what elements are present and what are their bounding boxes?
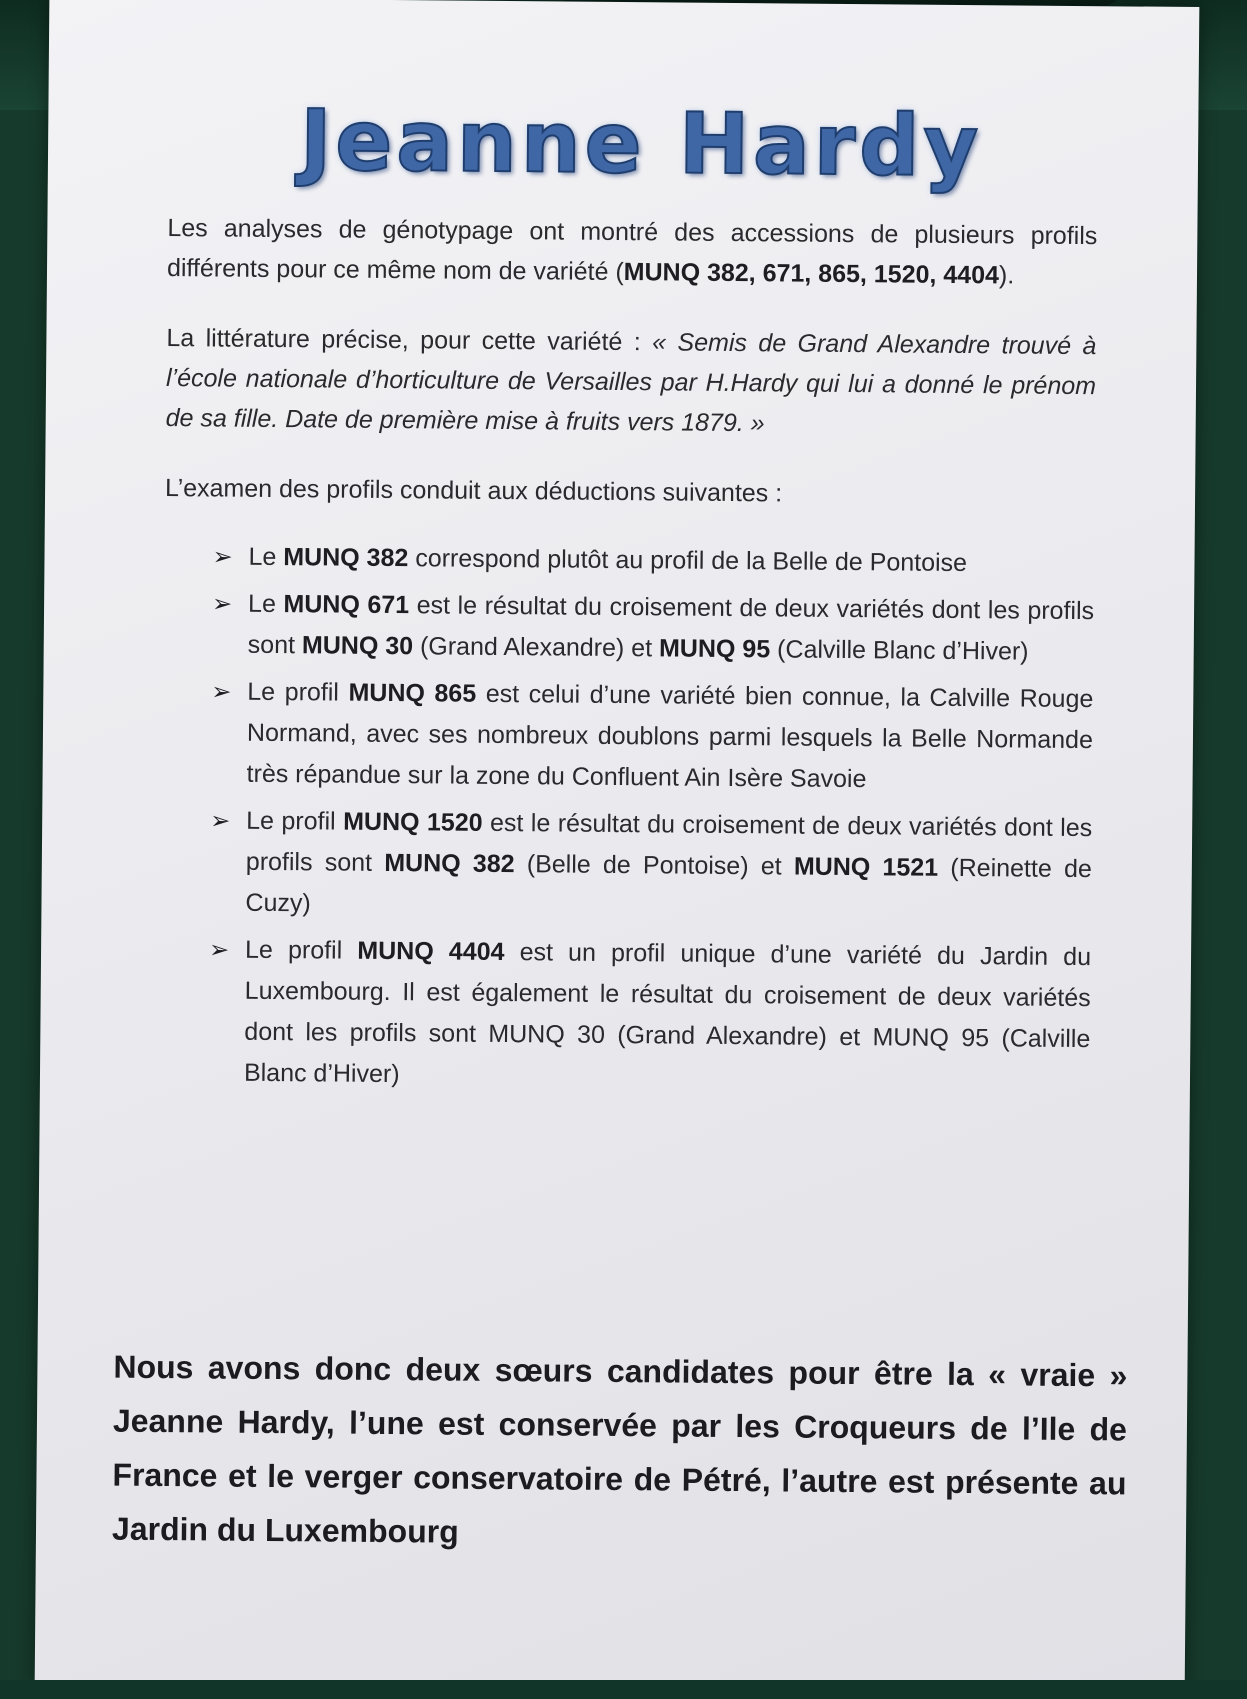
bullet-prefix: Le profil: [244, 935, 358, 965]
bullet-text: (Calville Blanc d’Hiver): [770, 635, 1029, 666]
bullet-prefix: Le: [248, 542, 284, 572]
list-item: [212, 583, 1095, 673]
backdrop-bottom: [0, 1680, 1247, 1699]
bullet-text: (Grand Alexandre) et: [412, 632, 660, 663]
arrow-bullet-icon: ➢: [210, 807, 231, 835]
deductions-list: [208, 536, 1095, 1101]
arrow-bullet-icon: ➢: [211, 678, 232, 706]
paragraph-deductions-intro: L’examen des profils conduit aux déductions suivantes :: [164, 474, 783, 508]
munq-code: MUNQ 30: [301, 631, 414, 661]
conclusion-paragraph: Nous avons donc deux sœurs candidates pour être la « vraie » Jeanne Hardy, l’une est conservée par les Croqueurs de l’Ile de France et le verger conservatoire de Pétré, l’autre est présente au Jardin du Luxembourg: [111, 1348, 1128, 1550]
document-body: [160, 208, 1098, 1107]
bullet-text: (Belle de Pontoise) et: [514, 850, 795, 881]
munq-code: MUNQ 1520: [343, 807, 483, 837]
munq-code: MUNQ 865: [348, 678, 477, 708]
bullet-text: est celui d’une variété bien connue, la Calville Rouge Normand, avec ses nombreux doublons parmi lesquels la Belle Normande très répandue sur la zone du Confluent Ain Isère Savoie: [246, 679, 1094, 794]
paragraph-genotyping: [167, 208, 1098, 296]
paragraph-genotyping-end: ).: [998, 261, 1015, 290]
munq-code: MUNQ 382: [384, 848, 515, 879]
list-item: [209, 800, 1092, 931]
literature-quote: « Semis de Grand Alexandre trouvé à l’école nationale d’horticulture de Versailles par H.Hardy qui lui a donné le prénom de sa fille. Date de première mise à fruits vers 1879. »: [165, 328, 1097, 438]
munq-code: MUNQ 95: [658, 634, 771, 664]
munq-code: MUNQ 382: [283, 543, 409, 573]
list-item: [208, 929, 1091, 1101]
arrow-bullet-icon: ➢: [211, 590, 233, 618]
bullet-prefix: Le: [247, 589, 284, 619]
literature-intro: La littérature précise, pour cette variété :: [166, 324, 653, 357]
munq-code: MUNQ 671: [283, 590, 410, 620]
document-sheet: [35, 0, 1200, 1697]
bullet-prefix: Le profil: [247, 677, 349, 707]
bullet-prefix: Le profil: [246, 806, 344, 836]
arrow-bullet-icon: ➢: [212, 543, 233, 571]
paragraph-literature: [166, 318, 1097, 446]
bullet-text: est un profil unique d’une variété du Jardin du Luxembourg. Il est également le résultat du croisement de deux variétés dont les profils sont MUNQ 30 (Grand Alexandre) et MUNQ 95 (Calville Blanc d’Hiver): [243, 938, 1092, 1089]
list-item: [212, 536, 1094, 585]
document-title: Jeanne Hardy: [299, 91, 983, 196]
bullet-text: (Reinette de Cuzy): [245, 853, 1092, 918]
bullet-text: est le résultat du croisement de deux variétés dont les profils sont: [247, 591, 1095, 660]
list-item: [210, 671, 1093, 802]
bullet-text: est le résultat du croisement de deux variétés dont les profils sont: [245, 808, 1093, 877]
munq-code: MUNQ 1521: [793, 852, 939, 882]
paragraph-genotyping-text: Les analyses de génotypage ont montré des accessions de plusieurs profils différents pour ce même nom de variété (: [166, 214, 1098, 287]
bullet-text: correspond plutôt au profil de la Belle de Pontoise: [408, 544, 968, 578]
munq-code: MUNQ 4404: [357, 936, 505, 967]
arrow-bullet-icon: ➢: [208, 936, 230, 964]
munq-codes: MUNQ 382, 671, 865, 1520, 4404: [623, 258, 1000, 290]
